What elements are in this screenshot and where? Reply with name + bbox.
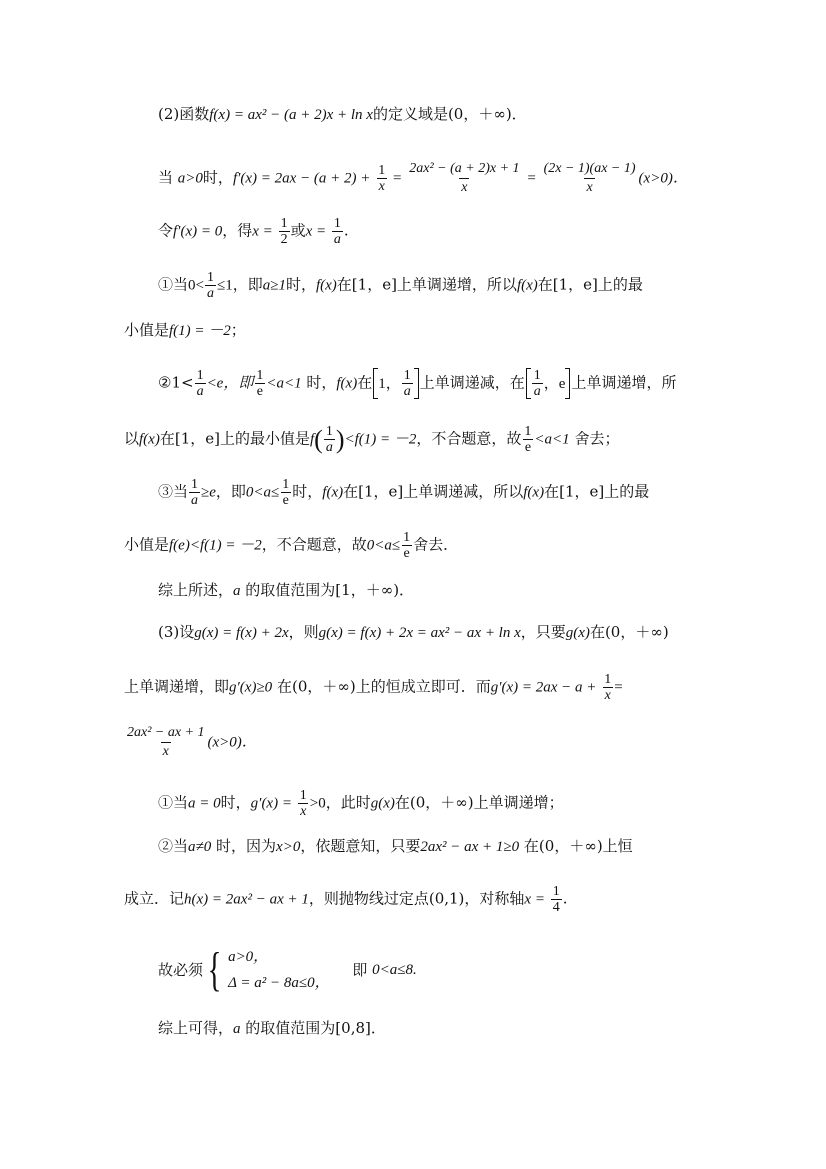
text: 在[1，e]上单调递减，所以 [343,482,524,501]
case-3-line-1 [158,477,649,508]
fraction: $\frac{1}{e}$ [524,424,532,455]
math-expr: a≠0 [188,839,212,855]
text: 在(0，＋∞)上恒 [523,837,633,855]
math-expr: 0<a≤ [366,537,401,554]
text: 在 [357,373,373,392]
case-system: { a>0， Δ = a² − 8a≤0， [207,943,330,996]
text: 成立．记 [124,889,185,908]
text: ③当 [158,482,189,501]
math-expr: g′(x)≥0 [229,679,273,696]
part-label: (2)函数 [158,105,210,123]
text: 即 [352,961,368,979]
fraction: $\frac{(2x - 1)(ax - 1)}{x}$ [543,161,636,195]
text: ，不合题意，故 [416,429,522,448]
math-expr: a [233,1021,241,1037]
math-expr: f(x) [516,277,538,294]
text: 以 [124,429,140,448]
text: ，则抛物线过定点(0,1)，对称轴 [308,889,525,908]
math-expr: <a<1 [534,431,570,448]
paragraph-derivative [158,160,688,197]
text: 或 [290,221,306,240]
math-expr: f(x) [139,431,160,448]
fraction: $\frac{1}{e}$ [256,368,264,399]
text: 时，因为 [216,837,277,855]
math-expr: g′(x) = [250,795,292,812]
text: ，得 [222,221,253,240]
text: 当 [158,168,174,187]
text: 的取值范围为[1，＋∞)． [245,581,415,599]
math-expr: x = [305,223,327,240]
text: 在(0，＋∞)上的恒成立即可．而 [276,677,491,696]
text: ≤1，即 [216,277,263,294]
fraction: $\frac{1}{x}$ [604,672,612,703]
equals: = [392,170,402,187]
math-expr: f(x) [523,484,545,501]
paragraph-part2-intro [158,104,527,125]
text: ，不合题意，故 [261,535,367,554]
interval-bracket: 1， $\frac{1}{a}$ [373,368,419,399]
fraction: $\frac{1}{a}$ [403,368,411,399]
math-expr: f(1) = －2 [169,323,231,339]
text: 在(0，＋∞) [589,623,669,641]
equals: = [614,679,623,696]
text: 在[1，e]上的最 [537,275,643,294]
domain-condition: (x>0)． [638,170,688,187]
text: 时， [202,168,233,187]
math-expr: <f(1) = －2 [344,431,417,448]
math-expr: (x>0)． [207,734,257,751]
math-expr: >0 [309,795,326,812]
text: 在[1，e]上的最小值是 [159,429,310,448]
summary-1 [158,580,414,601]
text: 令 [158,221,174,240]
case-row-1: a>0， [228,949,269,965]
math-expr: 0<a≤8. [372,962,417,978]
math-expr: ≥e [201,484,216,501]
math-expr: f [309,431,315,448]
text: ②1< [158,373,194,392]
text: 在[1，e]上单调递增，所以 [336,275,517,294]
math-expr: 2ax² − ax + 1≥0 [420,839,520,855]
math-expr: g(x) [370,795,395,812]
case-3-line-2 [124,530,458,561]
equals: = [527,170,536,187]
math-expr: a = 0 [188,795,221,812]
text: 上单调递减，在 [419,373,525,392]
text: 在(0，＋∞)上单调递增； [394,793,564,812]
text: 小值是 [124,535,170,554]
math-expr: x = [252,223,273,240]
paragraph-critical-points [158,216,349,247]
fraction: $\frac{1}{a}$ [533,368,541,399]
text: . [343,221,349,240]
interval-bracket: $\frac{1}{a}$ ，e [526,368,571,399]
fraction: $\frac{1}{e}$ [403,530,411,561]
text: 舍去． [413,535,459,554]
case-a-nonzero-line-1 [158,836,633,857]
text: (3)设 [158,623,195,641]
part-3-line-1 [158,622,669,643]
text: 时， [306,373,337,392]
math-expr: a [233,583,241,599]
fraction: $\frac{1}{a}$ [191,477,199,508]
math-expr: a≥1 [262,277,286,294]
fraction: $\frac{1}{a}$ [196,368,204,399]
math-expr: f(x) [336,375,358,392]
text: 舍去； [574,429,620,448]
text: 上单调递增，即 [124,677,230,696]
text: ①当 [158,793,189,812]
math-expr: h(x) = 2ax² − ax + 1 [184,891,309,908]
text: 时， [292,482,323,501]
math-expr: g(x) = f(x) + 2x = ax² − ax + ln x [318,625,521,641]
text: 故必须 [158,961,204,979]
case-a-nonzero-line-2 [124,884,568,915]
part-3-line-2 [124,672,623,703]
math-expr: f(e)<f(1) = －2 [169,537,262,554]
math-expr: f(x) [322,484,344,501]
text: ，只要 [520,623,566,641]
case-2-line-1 [158,368,676,399]
case-2-line-2 [124,424,619,455]
math-expr: f(x) [315,277,337,294]
fraction: $\frac{1}{a}$ [206,270,214,301]
math-expr: x>0 [276,839,301,855]
math-expr: x = [524,891,545,908]
fraction: $\frac{1}{4}$ [552,884,560,915]
derivative-expr: f′(x) = 2ax − (a + 2) + [232,170,371,187]
part-3-line-3 [124,724,257,761]
math-expr: g(x) = f(x) + 2x [194,625,289,641]
text: ，此时 [325,793,371,812]
fraction: $\frac{1}{a}$ [333,216,341,247]
paren-fraction: ( $\frac{1}{a}$ ) [314,424,345,455]
fraction: $\frac{1}{e}$ [282,477,290,508]
case-a-zero [158,788,564,819]
text: 时， [220,793,251,812]
text: 小值是 [124,321,170,339]
math-expr: 0< [188,277,204,294]
fraction: $\frac{\text{2ax² − (a + 2)x + 1}}{x}$ [409,161,520,195]
fraction: $\frac{1}{2}$ [280,216,288,247]
math-expr: f′(x) = 0 [173,223,223,240]
text: ，依题意知，只要 [300,837,421,855]
math-expr: 0<a≤ [245,484,280,501]
function-definition: f(x) = ax² − (a + 2)x + ln x [209,107,373,123]
summary-2 [158,1018,386,1039]
text: ； [230,321,246,339]
text: ②当 [158,837,189,855]
text: . [562,889,568,908]
fraction: $\frac{1}{x}$ [299,788,307,819]
fraction: $\frac{\text{2ax² − ax + 1}}{x}$ [127,725,205,759]
case-row-2: Δ = a² − 8a≤0， [228,975,330,991]
fraction: $\frac{1}{x}$ [378,163,386,194]
text: 时， [285,275,316,294]
math-condition: a>0 [177,170,203,187]
text: 在[1，e]上的最 [544,482,650,501]
math-expr: g(x) [565,625,590,641]
text: ①当 [158,275,189,294]
math-expr: <e，即 [206,375,254,392]
text: ，即 [215,482,246,501]
text: 的取值范围为[0,8]． [245,1019,386,1037]
case-1-line-1 [158,270,643,301]
text: 综上可得， [158,1019,234,1037]
domain-text: 的定义域是(0，＋∞)． [372,105,527,123]
case-1-line-2 [124,320,246,341]
math-expr: <a<1 [266,375,302,392]
system-condition [158,944,417,996]
math-expr: g′(x) = 2ax − a + [490,679,597,696]
text: 综上所述， [158,581,234,599]
text: ，则 [288,623,319,641]
text: 上单调递增，所 [571,373,677,392]
